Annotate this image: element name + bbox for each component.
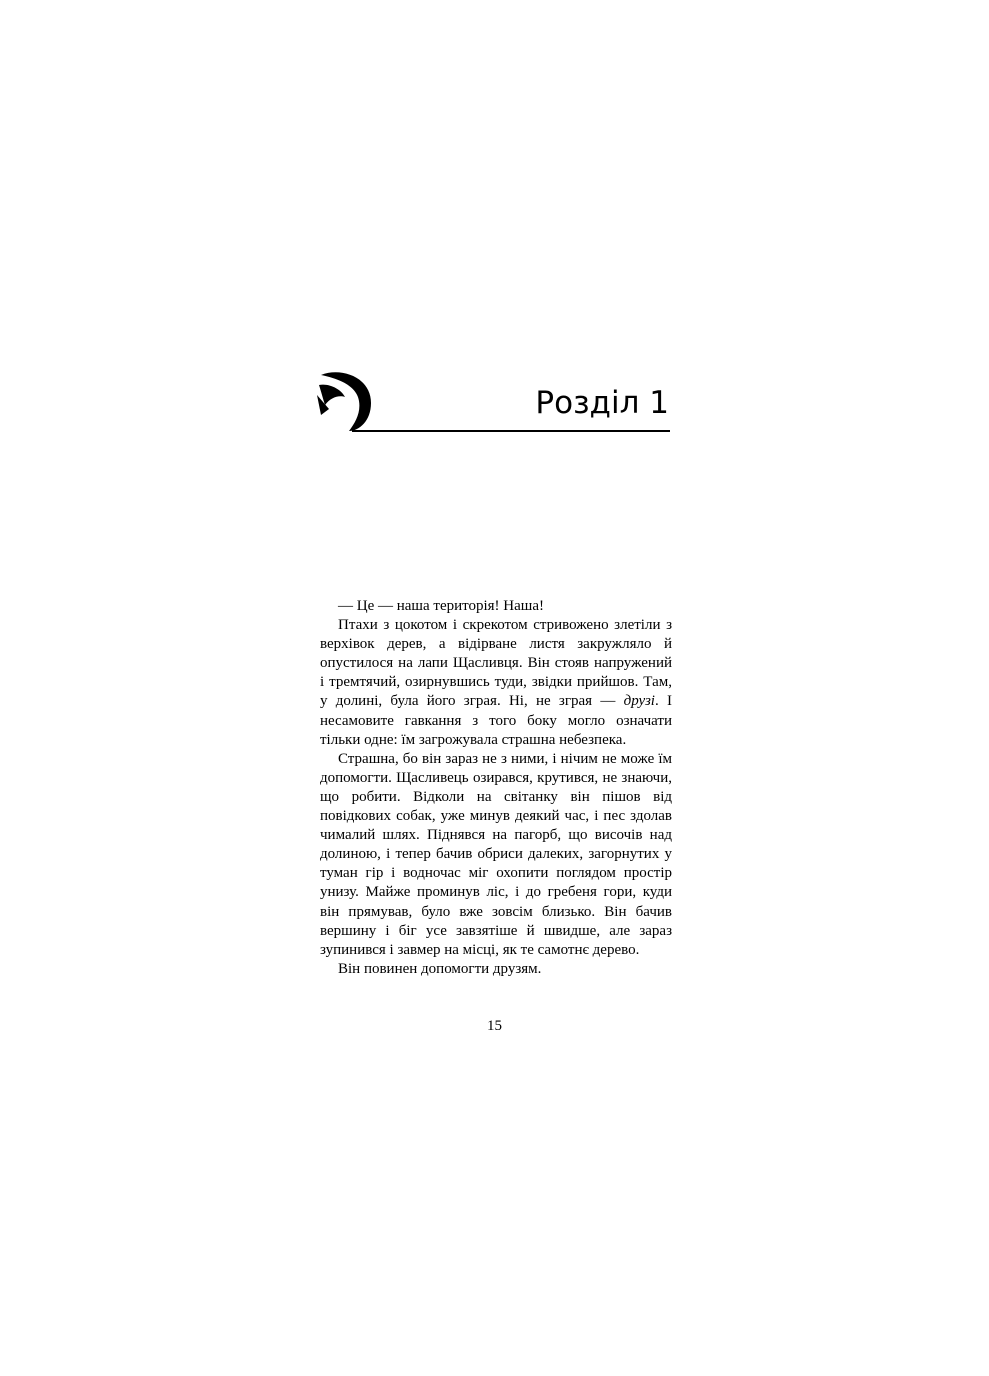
emphasis-word: друзі	[623, 693, 655, 710]
paragraph: Він повинен допомогти друзям.	[338, 960, 542, 977]
chapter-emblem-icon	[315, 369, 375, 433]
paragraph: Страшна, бо він зараз не з ними, і нічим не може їм допомогти. Щасливець озирався, крутився, не знаючи, що робити. Відколи на світанку він пішов від повідкових собак, уже минув деякий час, і пес здолав чималий шлях. Піднявся на пагорб, що височів над долиною, і тепер бачив обриси далеких, загорнутих у туман гір і водночас міг охопити поглядом простір унизу. Майже проминув ліс, і до гребеня гори, куди він прямував, було вже зовсім близько. Він бачив вершину і біг усе завзятіше й швидше, але зараз зупинився і завмер на місці, як те самотнє дерево.	[320, 750, 672, 958]
page-number: 15	[487, 1018, 502, 1034]
chapter-body	[320, 597, 672, 979]
chapter-title-rule	[352, 430, 670, 432]
chapter-title: Розділ 1	[535, 385, 669, 421]
paragraph: Птахи з цокотом і скрекотом стривожено злетіли з верхівок дерев, а відірване листя закружляло й опустилося на лапи Щасливця. Він стояв напружений і тремтячий, озирнувшись туди, звідки прийшов. Там, у долині, була його зграя. Ні, не зграя — друзі. І несамовите гавкання з того боку могло означати тільки одне: їм загрожувала страшна небезпека.	[320, 617, 672, 748]
paragraph: — Це — наша територія! Наша!	[338, 598, 544, 614]
